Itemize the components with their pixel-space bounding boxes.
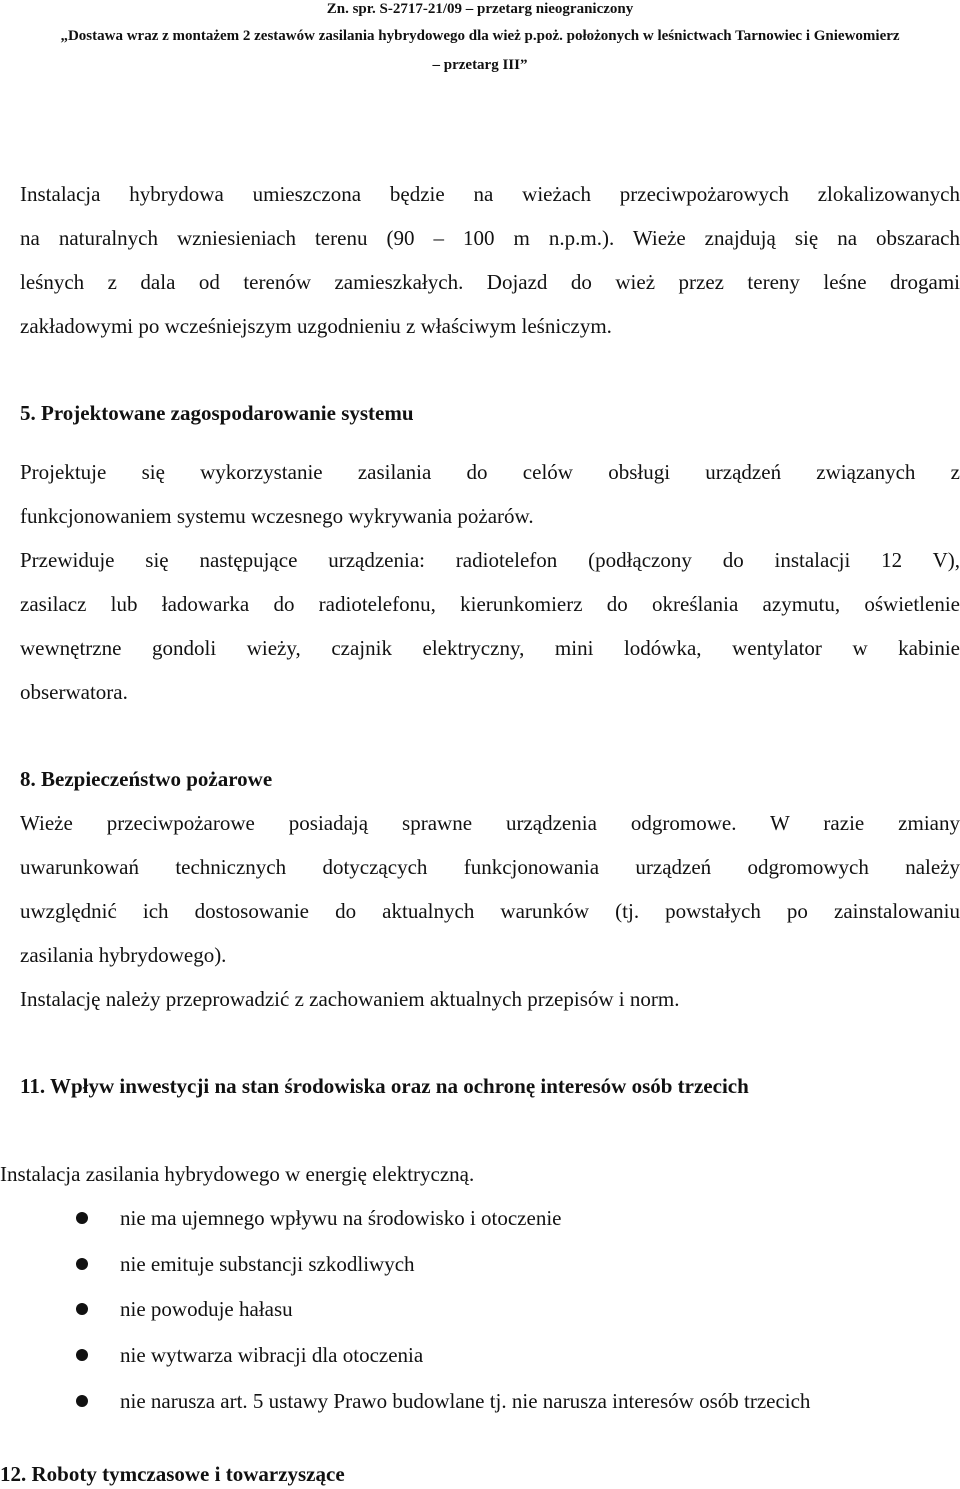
bullet-icon [76,1212,88,1224]
section-8-line: zasilania hybrydowego). [20,943,227,967]
bullet-icon [76,1349,88,1361]
list-item-text: nie wytwarza wibracji dla otoczenia [120,1343,424,1367]
list-item-text: nie emituje substancji szkodliwych [120,1252,415,1276]
list-item-text: nie narusza art. 5 ustawy Prawo budowlane tj. nie narusza interesów osób trzecich [120,1389,811,1413]
list-item-text: nie powoduje hałasu [120,1297,293,1321]
section-8-line: uwarunkowań technicznych dotyczących funkcjonowania urządzeń odgromowych należy [20,855,960,879]
section-5-line: Projektuje się wykorzystanie zasilania do celów obsługi urządzeń związanych z [20,460,960,484]
section-11-heading: 11. Wpływ inwestycji na stan środowiska oraz na ochronę interesów osób trzecich [20,1074,749,1098]
intro-line: zakładowymi po wcześniejszym uzgodnieniu z właściwym leśniczym. [20,314,612,338]
section-8-heading: 8. Bezpieczeństwo pożarowe [20,767,273,791]
bullet-icon [76,1303,88,1315]
section-5-heading: 5. Projektowane zagospodarowanie systemu [20,401,414,425]
section-8-line: Wieże przeciwpożarowe posiadają sprawne urządzenia odgromowe. W razie zmiany [20,811,960,835]
section-11-intro: Instalacja zasilania hybrydowego w energię elektryczną. [0,1162,475,1186]
section-5-line: zasilacz lub ładowarka do radiotelefonu, kierunkomierz do określania azymutu, oświetlenie [20,592,960,616]
section-5-line: obserwatora. [20,680,128,704]
section-12-heading: 12. Roboty tymczasowe i towarzyszące [0,1462,345,1486]
section-8-line: uwzględnić ich dostosowanie do aktualnych warunków (tj. powstałych po zainstalowaniu [20,899,960,923]
section-8-line: Instalację należy przeprowadzić z zachowaniem aktualnych przepisów i norm. [20,987,680,1011]
section-5-line: funkcjonowaniem systemu wczesnego wykrywania pożarów. [20,504,534,528]
section-5-line: wewnętrzne gondoli wieży, czajnik elektryczny, mini lodówka, wentylator w kabinie [20,636,960,660]
list-item-text: nie ma ujemnego wpływu na środowisko i otoczenie [120,1206,562,1230]
section-5-line: Przewiduje się następujące urządzenia: radiotelefon (podłączony do instalacji 12 V), [20,548,960,572]
intro-line: Instalacja hybrydowa umieszczona będzie na wieżach przeciwpożarowych zlokalizowanych [20,182,960,206]
bullet-icon [76,1395,88,1407]
bullet-icon [76,1258,88,1270]
intro-line: leśnych z dala od terenów zamieszkałych. Dojazd do wież przez tereny leśne drogami [20,270,960,294]
intro-line: na naturalnych wzniesieniach terenu (90 – 100 m n.p.m.). Wieże znajdują się na obszarach [20,226,960,250]
contract-title-continuation: – przetarg III” [432,57,528,73]
document-reference: Zn. spr. S-2717-21/09 – przetarg nieograniczony [326,1,634,17]
contract-title: „Dostawa wraz z montażem 2 zestawów zasilania hybrydowego dla wież p.poż. położonych w leśnictwach Tarnowiec i Gniewomierz [60,28,900,44]
